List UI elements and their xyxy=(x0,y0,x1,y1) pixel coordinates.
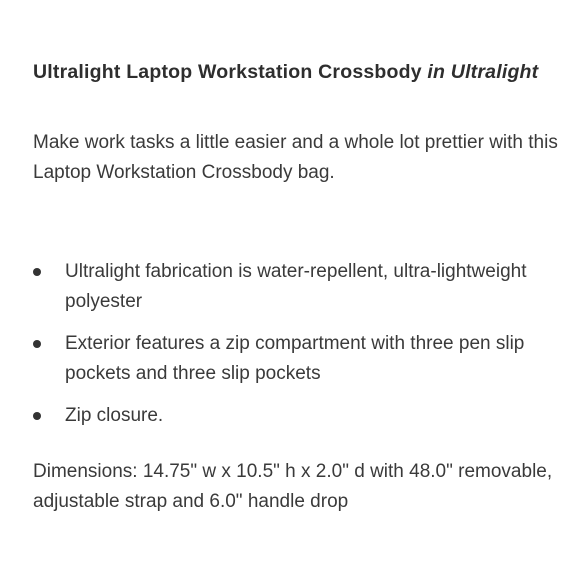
bullet-icon xyxy=(33,268,41,276)
feature-text: Exterior features a zip compartment with three pen slip pockets and three slip pockets xyxy=(65,333,525,384)
product-intro-text: Make work tasks a little easier and a whole lot prettier with this Laptop Workstation Crossbody bag. xyxy=(33,132,558,183)
product-collection-name: Ultralight xyxy=(450,61,539,83)
feature-list xyxy=(33,257,553,443)
feature-list-item xyxy=(33,401,553,431)
feature-list-item xyxy=(33,329,553,389)
product-dimensions: Dimensions: 14.75" w x 10.5" h x 2.0" d with 48.0" removable, adjustable strap and 6.0" handle drop xyxy=(33,461,553,512)
feature-list-item xyxy=(33,257,553,317)
feature-text: Zip closure. xyxy=(65,405,164,426)
feature-text: Ultralight fabrication is water-repellent, ultra-lightweight polyester xyxy=(65,261,527,312)
bullet-icon xyxy=(33,412,41,420)
product-title xyxy=(33,58,553,87)
product-title-text: Ultralight Laptop Workstation Crossbody xyxy=(33,61,422,83)
product-title-in: in xyxy=(427,61,446,83)
bullet-icon xyxy=(33,340,41,348)
